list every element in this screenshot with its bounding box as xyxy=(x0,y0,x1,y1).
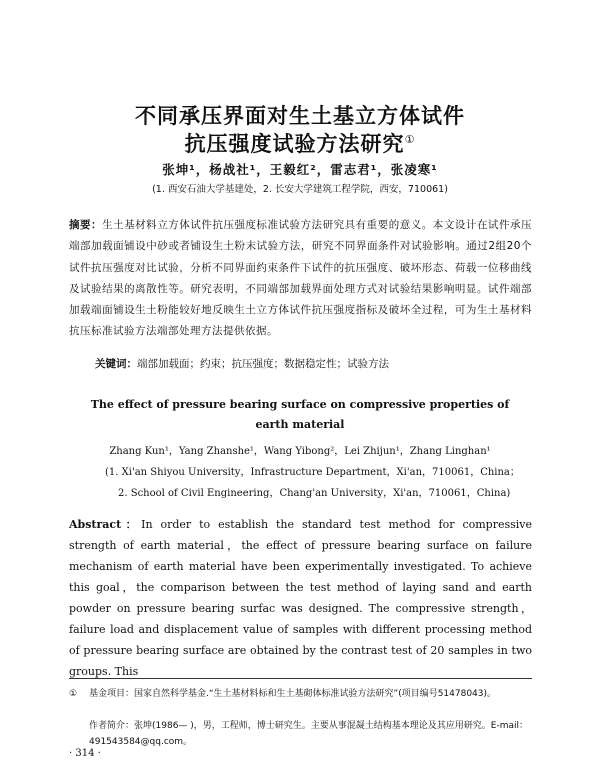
english-affiliation-line-1: (1. Xi'an Shiyou University，Infrastructure Department，Xi'an，710061，China； xyxy=(105,467,520,478)
english-abstract xyxy=(69,514,532,682)
footnote-fund xyxy=(69,686,539,702)
footnote-author xyxy=(69,718,539,750)
english-authors: Zhang Kun¹，Yang Zhanshe¹，Wang Yibong²，Lei Zhijun¹，Zhang Linghan¹ xyxy=(109,446,491,457)
chinese-title-line-1: 不同承压界面对生土基立方体试件 xyxy=(135,104,465,128)
chinese-title-line-2-text: 抗压强度试验方法研究 xyxy=(184,132,405,156)
chinese-keywords-text: 端部加载面；约束；抗压强度；数据稳定性；试验方法 xyxy=(137,358,389,370)
chinese-affiliation: (1. 西安石油大学基建处，2. 长安大学建筑工程学院，西安，710061) xyxy=(152,184,448,195)
chinese-title-line-2 xyxy=(0,128,600,158)
chinese-abstract xyxy=(69,215,532,343)
english-abstract-text: In order to establish the standard test method for compressive strength of earth material，the effect of pressure bearing surface on failure mechanism of earth material have been experimentally investigated. To achieve this goal，the comparison between the test method of laying sand and earth powder on pressure bearing surfac was designed. The compressive strength，failure load and displacement value of samples with different processing method of pressure bearing surface are obtained by the contrast test of 20 samples in two groups. This xyxy=(69,518,532,678)
chinese-keywords xyxy=(95,356,389,371)
footnote-fund-text: 基金项目：国家自然科学基金.“生土基材料标和生土基砌体标准试验方法研究”(项目编号51478043)。 xyxy=(89,689,497,699)
title-footnote-mark: ① xyxy=(404,133,416,146)
chinese-abstract-label: 摘要： xyxy=(69,219,103,231)
footnote-mark: ① xyxy=(69,689,78,699)
chinese-keywords-label: 关键词： xyxy=(95,358,137,370)
footnote-divider xyxy=(69,678,532,679)
english-title-line-1: The effect of pressure bearing surface on compressive properties of xyxy=(90,398,510,411)
english-title-line-2: earth material xyxy=(255,418,345,431)
english-affiliation-line-2: 2. School of Civil Engineering，Chang'an University，Xi'an，710061，China) xyxy=(118,488,511,499)
english-abstract-label: Abstract： xyxy=(69,518,142,531)
chinese-authors: 张坤¹，杨战社¹，王毅红²，雷志君¹，张凌寒¹ xyxy=(162,162,438,177)
footnote-author-text: 作者简介：张坤(1986— )，男，工程师，博士研究生。主要从事混凝土结构基本理论及其应用研究。E-mail：491543584@qq.com。 xyxy=(89,721,529,747)
page-number: · 314 · xyxy=(69,748,101,759)
chinese-abstract-text: 生土基材料立方体试件抗压强度标准试验方法研究具有重要的意义。本文设计在试件承压端部加载面铺设中砂或者铺设生土粉末试验方法，研究不同界面条件对试验影响。通过2组20个试件抗压强度对比试验，分析不同界面约束条件下试件的抗压强度、破坏形态、荷载一位移曲线及试验结果的离散性等。研究表明，不同端部加载界面处理方式对试验结果影响明显。试件端部加载端面铺设生土粉能较好地反映生土立方体试件抗压强度指标及破坏全过程，可为生土基材料抗压标准试验方法端部处理方法提供依据。 xyxy=(69,219,533,338)
